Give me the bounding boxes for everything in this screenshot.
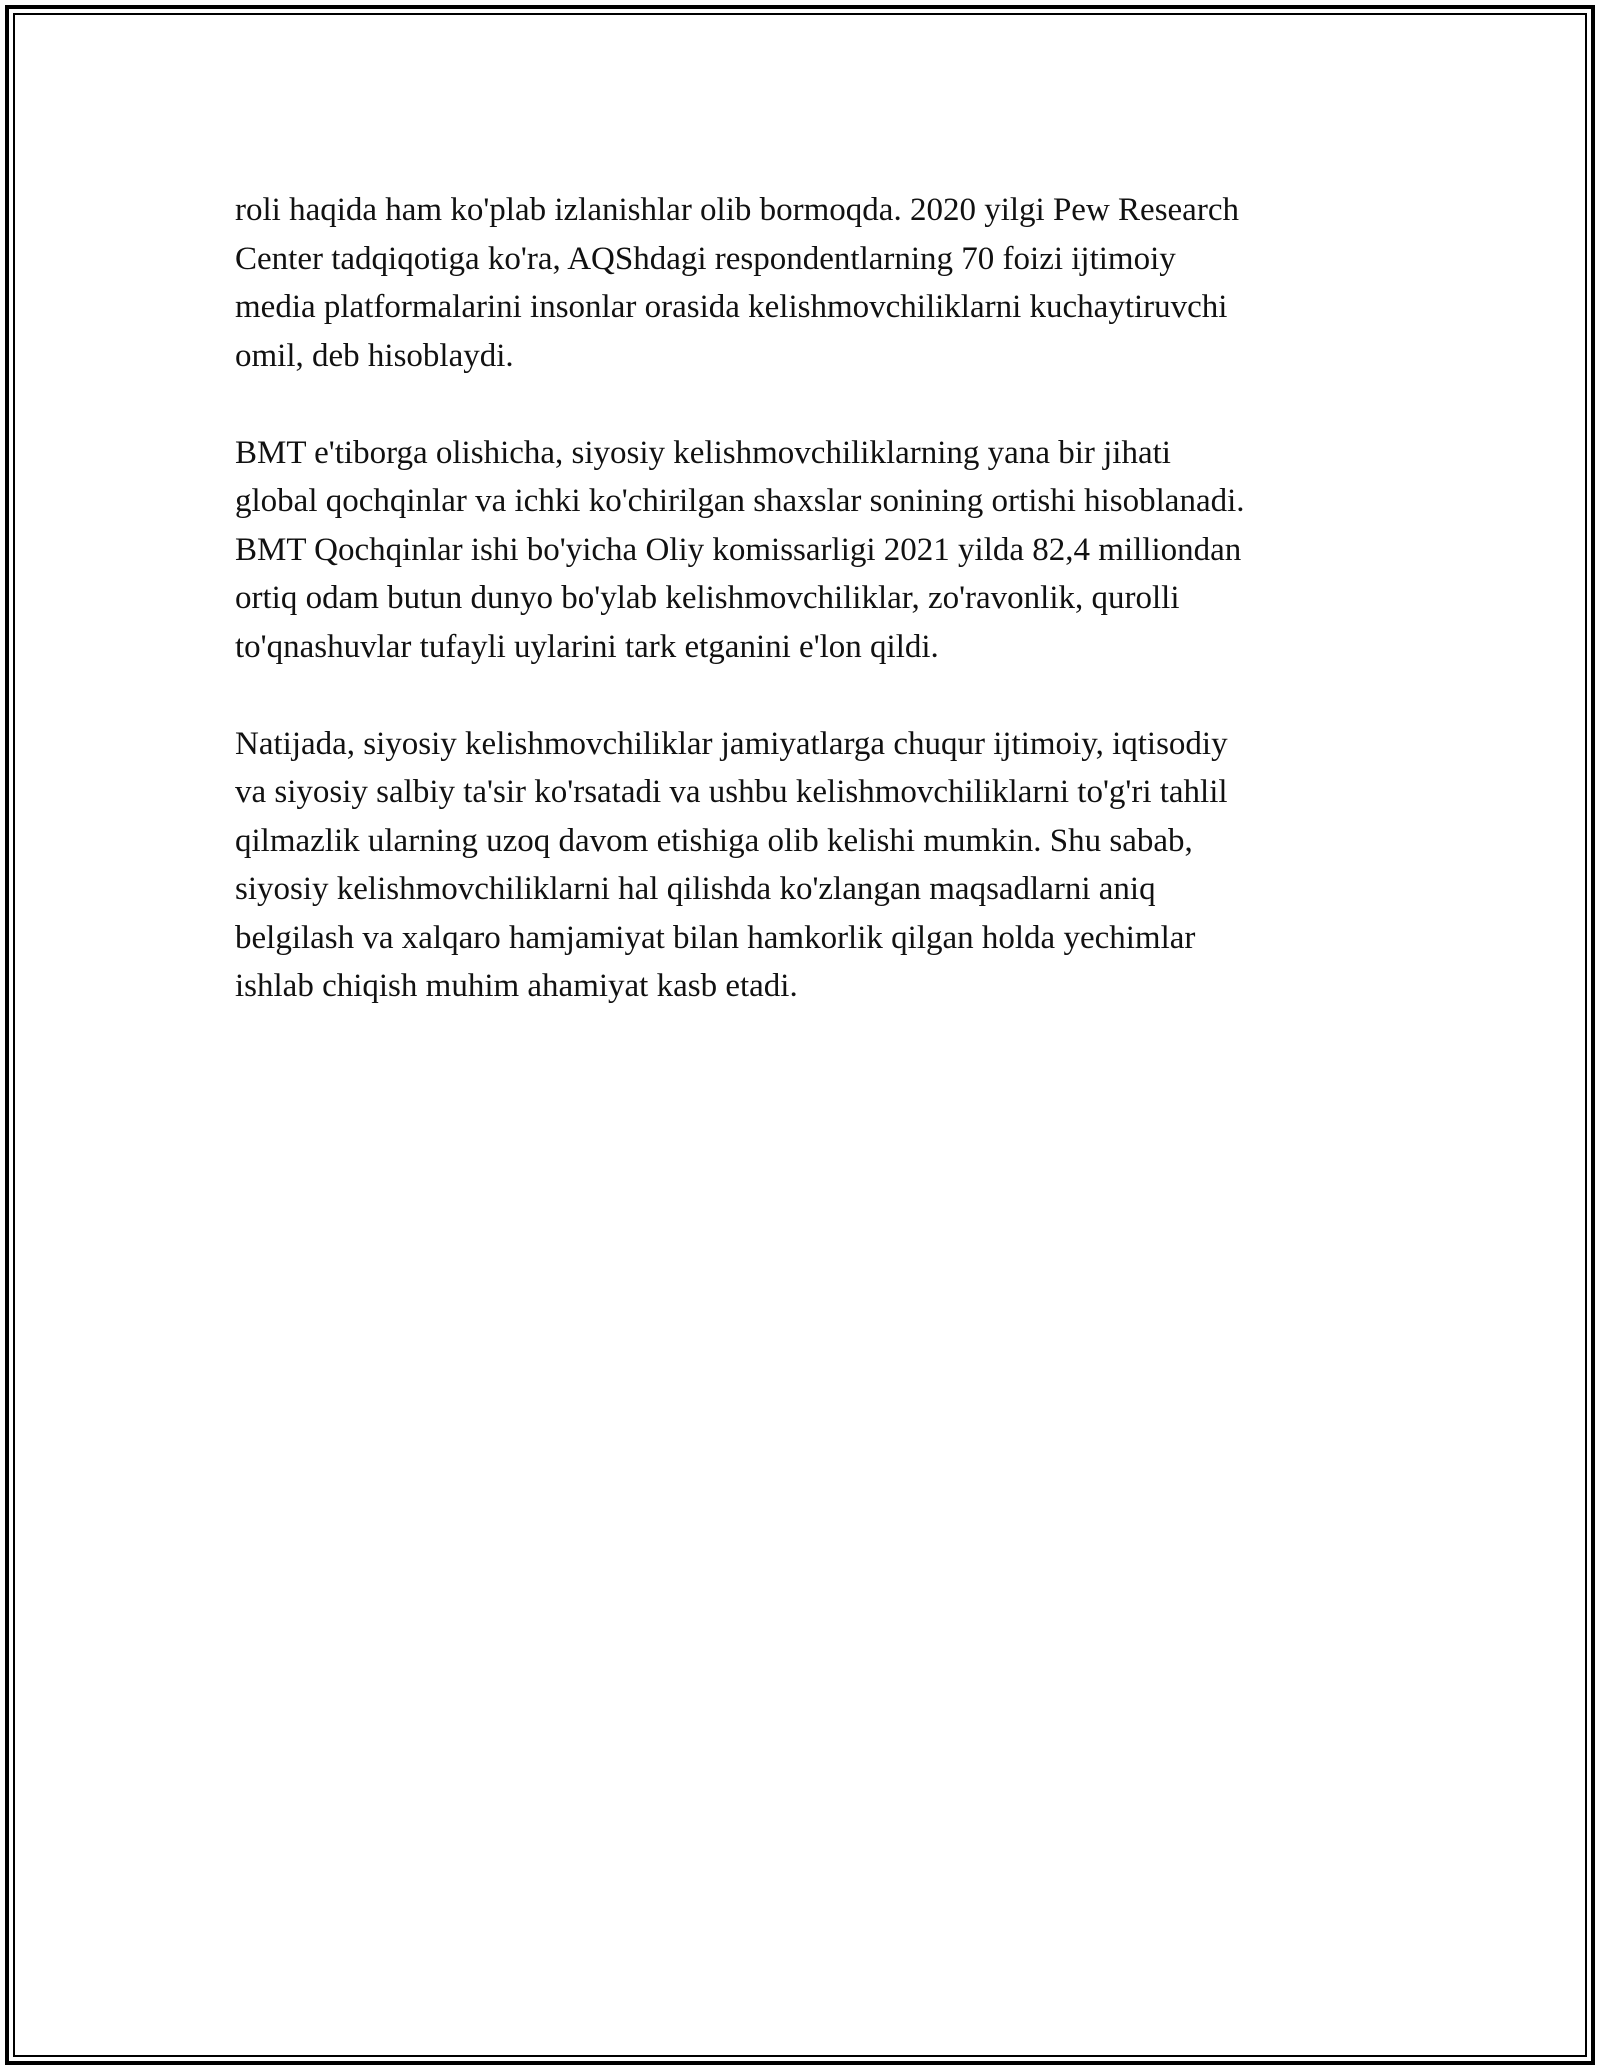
paragraph <box>235 720 1365 1011</box>
text-line: va siyosiy salbiy ta'sir ko'rsatadi va ushbu kelishmovchiliklarni to'g'ri tahlil <box>235 774 1228 810</box>
text-line: siyosiy kelishmovchiliklarni hal qilishda ko'zlangan maqsadlarni aniq <box>235 871 1156 907</box>
text-line: Center tadqiqotiga ko'ra, AQShdagi respondentlarning 70 foizi ijtimoiy <box>235 240 1176 277</box>
text-line: BMT e'tiborga olishicha, siyosiy kelishmovchiliklarning yana bir jihati <box>235 434 1171 471</box>
text-line: Natijada, siyosiy kelishmovchiliklar jamiyatlarga chuqur ijtimoiy, iqtisodiy <box>235 725 1228 762</box>
text-line: belgilash va xalqaro hamjamiyat bilan hamkorlik qilgan holda yechimlar <box>235 919 1196 956</box>
text-line: global qochqinlar va ichki ko'chirilgan shaxslar sonining ortishi hisoblanadi. <box>235 483 1245 519</box>
text-line: BMT Qochqinlar ishi bo'yicha Oliy komissarligi 2021 yilda 82,4 milliondan <box>235 531 1242 568</box>
text-line: ishlab chiqish muhim ahamiyat kasb etadi. <box>235 968 798 1004</box>
text-line: omil, deb hisoblaydi. <box>235 337 514 374</box>
text-line: qilmazlik ularning uzoq davom etishiga olib kelishi mumkin. Shu sabab, <box>235 822 1193 859</box>
text-line: ortiq odam butun dunyo bo'ylab kelishmovchiliklar, zo'ravonlik, qurolli <box>235 580 1180 616</box>
text-line: media platformalarini insonlar orasida kelishmovchiliklarni kuchaytiruvchi <box>235 289 1228 325</box>
document-body <box>235 186 1365 1059</box>
text-line: roli haqida ham ko'plab izlanishlar olib bormoqda. 2020 yilgi Pew Research <box>235 192 1239 228</box>
paragraph <box>235 429 1365 672</box>
text-line: to'qnashuvlar tufayli uylarini tark etganini e'lon qildi. <box>235 628 939 665</box>
paragraph <box>235 186 1365 380</box>
